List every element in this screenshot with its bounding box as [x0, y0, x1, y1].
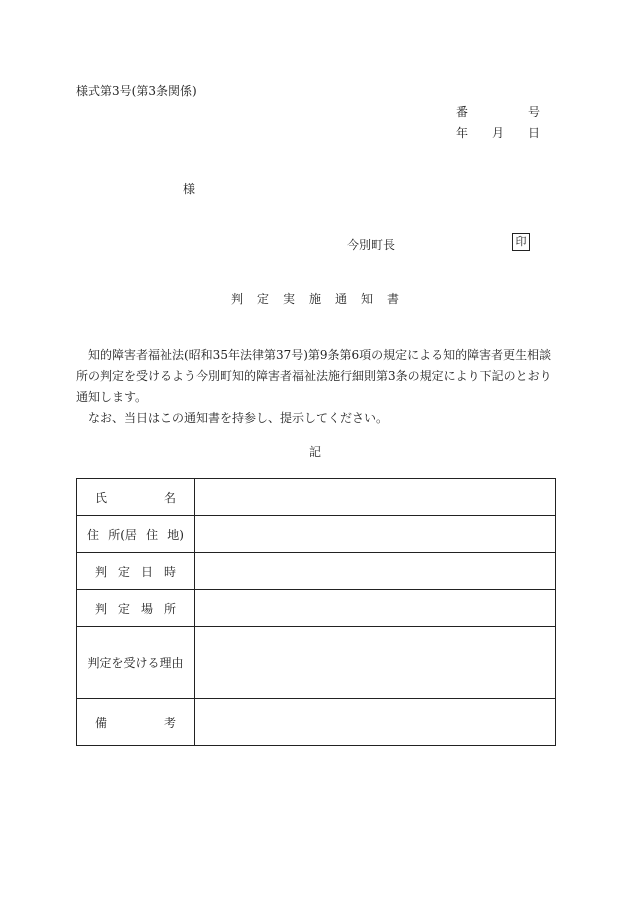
- value-judgment-place[interactable]: [195, 590, 556, 627]
- label-char: 地): [167, 527, 184, 542]
- label-char: 氏: [95, 490, 108, 505]
- label-char: 備: [95, 715, 108, 730]
- label-char: 所(居: [108, 527, 137, 542]
- label-char: 時: [163, 564, 176, 579]
- table-row: [77, 516, 556, 553]
- date-month: 月: [492, 126, 505, 140]
- ki-heading: 記: [308, 445, 321, 459]
- body-paragraph-1: 知的障害者福祉法(昭和35年法律第37号)第9条第6項の規定による知的障害者更生相談所の判定を受けるよう今別町知的障害者福祉法施行細則第3条の規定により下記のとおり通知します。: [76, 348, 552, 404]
- value-name[interactable]: [195, 479, 556, 516]
- label-address: [77, 516, 195, 553]
- detail-table: [76, 478, 556, 746]
- table-row: [77, 553, 556, 590]
- label-char: 判: [95, 564, 108, 579]
- label-name: [77, 479, 195, 516]
- label-char: 判: [95, 601, 108, 616]
- label-judgment-datetime: [77, 553, 195, 590]
- label-char: 住: [146, 527, 159, 542]
- label-char: 判定を受ける理由: [87, 656, 184, 670]
- document-title: 判定実施通知書: [230, 292, 413, 306]
- issuer: 今別町長: [347, 238, 396, 252]
- label-char: 所: [163, 601, 176, 616]
- date-year: 年: [456, 126, 469, 140]
- date-day: 日: [527, 126, 540, 140]
- addressee: 様: [183, 182, 196, 196]
- table-row: [77, 479, 556, 516]
- body-text: [76, 345, 556, 429]
- label-char: 名: [163, 490, 176, 505]
- label-char: 日: [140, 564, 153, 579]
- value-remarks[interactable]: [195, 699, 556, 746]
- form-number: 様式第3号(第3条関係): [76, 84, 197, 98]
- label-remarks: [77, 699, 195, 746]
- body-paragraph-2: なお、当日はこの通知書を持参し、提示してください。: [88, 411, 389, 425]
- table-row: [77, 627, 556, 699]
- table-row: [77, 699, 556, 746]
- label-char: 定: [117, 564, 130, 579]
- label-judgment-reason: [77, 627, 195, 699]
- label-judgment-place: [77, 590, 195, 627]
- reference-go: 号: [527, 105, 540, 119]
- seal-mark: 印: [512, 233, 530, 251]
- reference-ban: 番: [456, 105, 469, 119]
- value-judgment-reason[interactable]: [195, 627, 556, 699]
- label-char: 場: [140, 601, 153, 616]
- label-char: 考: [163, 715, 176, 730]
- table-row: [77, 590, 556, 627]
- value-judgment-datetime[interactable]: [195, 553, 556, 590]
- label-char: 住: [87, 527, 100, 542]
- value-address[interactable]: [195, 516, 556, 553]
- label-char: 定: [117, 601, 130, 616]
